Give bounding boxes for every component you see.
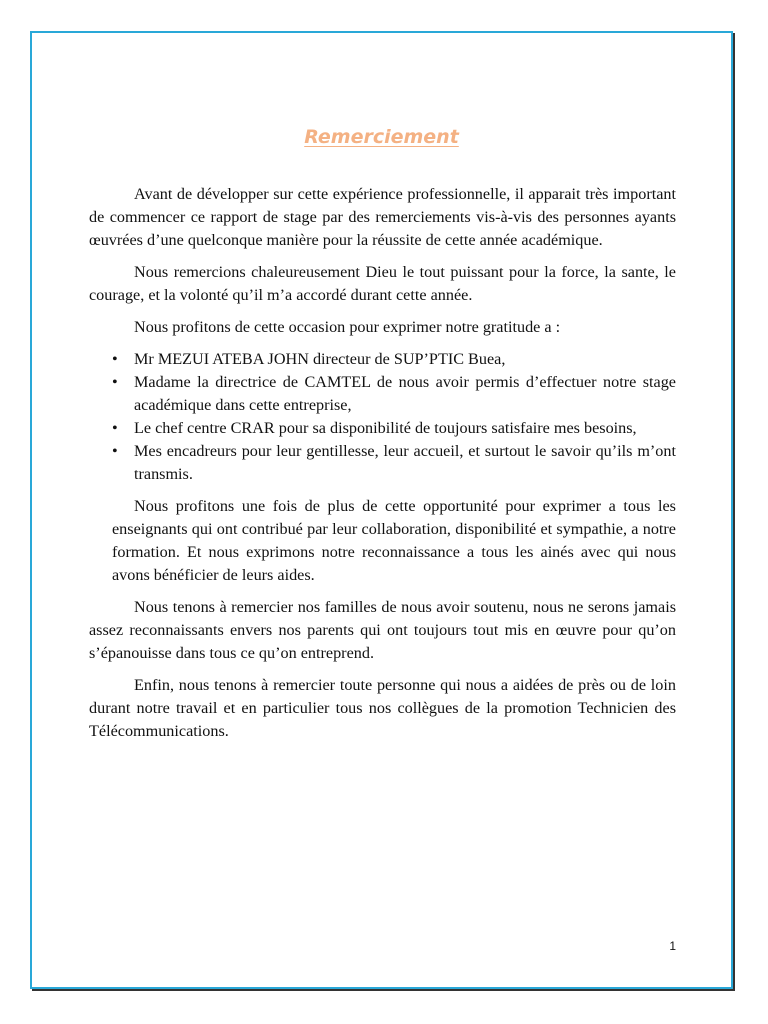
- list-item: [112, 371, 676, 417]
- bullet-icon: •: [112, 442, 118, 460]
- paragraph-closing: Enfin, nous tenons à remercier toute personne qui nous a aidées de près ou de loin durant notre travail et en particulier tous nos collègues de la promotion Technicien des Télécommunications.: [89, 676, 676, 740]
- document-body: [89, 183, 676, 752]
- list-item-text: Mr MEZUI ATEBA JOHN directeur de SUP’PTIC Buea,: [134, 350, 506, 368]
- document-page: [30, 31, 733, 989]
- paragraph-intro: Avant de développer sur cette expérience professionnelle, il apparait très important de commencer ce rapport de stage par des remerciements vis-à-vis des personnes ayants œuvrées d’une quelconque manière pour la réussite de cette année académique.: [89, 185, 676, 249]
- list-item: [112, 440, 676, 486]
- page-title: Remerciement: [304, 126, 459, 148]
- list-item-text: Mes encadreurs pour leur gentillesse, leur accueil, et surtout le savoir qu’ils m’ont transmis.: [134, 442, 676, 483]
- paragraph-teachers: Nous profitons une fois de plus de cette opportunité pour exprimer a tous les enseignants qui ont contribué par leur collaboration, disponibilité et sympathie, a notre formation. Et nous exprimons notre reconnaissance a tous les ainés avec qui nous avons bénéficier de leurs aides.: [112, 497, 676, 584]
- page-number: 1: [669, 939, 676, 953]
- paragraph-families: Nous tenons à remercier nos familles de nous avoir soutenu, nous ne serons jamais assez reconnaissants envers nos parents qui ont toujours tout mis en œuvre pour qu’on s’épanouisse dans tous ce qu’on entreprend.: [89, 598, 676, 662]
- list-item: [112, 417, 676, 440]
- bullet-icon: •: [112, 350, 118, 368]
- list-item-text: Madame la directrice de CAMTEL de nous avoir permis d’effectuer notre stage académique dans cette entreprise,: [134, 373, 676, 414]
- bullet-icon: •: [112, 419, 118, 437]
- gratitude-list: [89, 348, 676, 486]
- bullet-icon: •: [112, 373, 118, 391]
- list-item: [112, 348, 676, 371]
- paragraph-gratitude-lead: Nous profitons de cette occasion pour exprimer notre gratitude a :: [134, 318, 561, 336]
- paragraph-thanks-god: Nous remercions chaleureusement Dieu le tout puissant pour la force, la sante, le courage, et la volonté qu’il m’a accordé durant cette année.: [89, 263, 676, 304]
- list-item-text: Le chef centre CRAR pour sa disponibilité de toujours satisfaire mes besoins,: [134, 419, 637, 437]
